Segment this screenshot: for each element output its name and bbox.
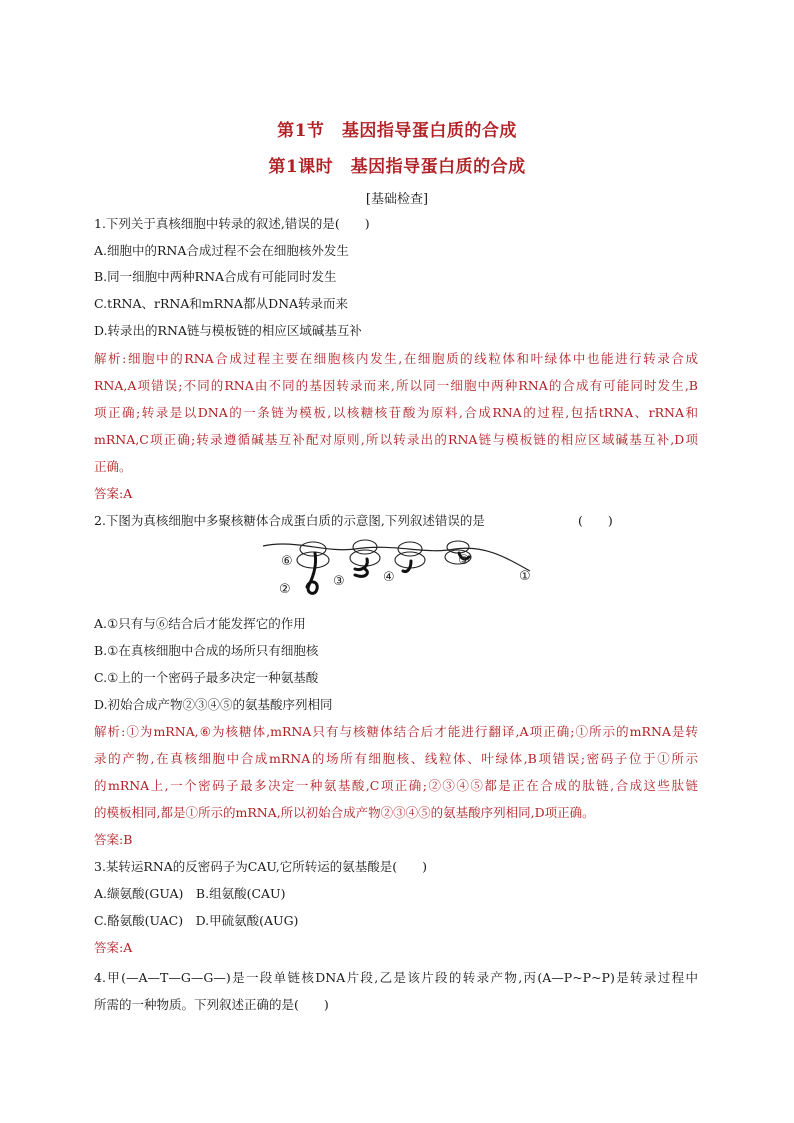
q4-stem-line: 所需的一种物质。下列叙述正确的是( ) — [94, 997, 329, 1012]
q2-analysis-line: 的mRNA上,一个密码子最多决定一种氨基酸,C项正确;②③④⑤都是正在合成的肽链,合成这些肽链 — [94, 778, 698, 793]
q2-option-c: C.①上的一个密码子最多决定一种氨基酸 — [94, 670, 319, 685]
q1-analysis-line: RNA,A项错误;不同的RNA由不同的基因转录而来,所以同一细胞中两种RNA的合成有可能同时发生,B — [94, 378, 698, 393]
figure-label-3: ③ — [333, 574, 345, 589]
figure-label-5: ⑤ — [458, 553, 470, 568]
q2-analysis-line: 的模板相同,都是①所示的mRNA,所以初始合成产物②③④⑤的氨基酸序列相同,D项正确。 — [94, 805, 595, 820]
q2-stem: 2.下图为真核细胞中多聚核糖体合成蛋白质的示意图,下列叙述错误的是 — [94, 513, 485, 528]
figure-label-6: ⑥ — [281, 554, 293, 569]
q1-answer: 答案:A — [94, 486, 133, 501]
q1-stem: 1.下列关于真核细胞中转录的叙述,错误的是( ) — [94, 216, 370, 231]
q2-answer-paren: ( ) — [578, 513, 613, 528]
q1-analysis-line: 解析:细胞中的RNA合成过程主要在细胞核内发生,在细胞质的线粒体和叶绿体中也能进行转录合成 — [94, 351, 698, 366]
q1-analysis-line: mRNA,C项正确;转录遵循碱基互补配对原则,所以转录出的RNA链与模板链的相应区域碱基互补,D项 — [94, 432, 698, 447]
q1-analysis-line: 项正确;转录是以DNA的一条链为模板,以核糖核苷酸为原料,合成RNA的过程,包括tRNA、rRNA和 — [94, 405, 698, 420]
figure-label-4: ④ — [383, 570, 395, 585]
q2-option-b: B.①在真核细胞中合成的场所只有细胞核 — [94, 643, 319, 658]
q2-answer: 答案:B — [94, 832, 133, 847]
q1-option-a: A.细胞中的RNA合成过程不会在细胞核外发生 — [94, 243, 349, 258]
q2-analysis-line: 解析:①为mRNA,⑥为核糖体,mRNA只有与核糖体结合后才能进行翻译,A项正确;①所示的mRNA是转 — [94, 724, 698, 739]
q3-options-row-1: A.缬氨酸(GUA) B.组氨酸(CAU) — [94, 886, 286, 901]
q1-option-d: D.转录出的RNA链与模板链的相应区域碱基互补 — [94, 323, 362, 338]
q1-option-c: C.tRNA、rRNA和mRNA都从DNA转录而来 — [94, 296, 349, 311]
q1-analysis-line: 正确。 — [94, 459, 132, 474]
polyribosome-figure — [255, 535, 545, 605]
lesson-title: 第1课时 基因指导蛋白质的合成 — [268, 157, 526, 177]
figure-label-1: ① — [519, 569, 531, 584]
q3-answer: 答案:A — [94, 940, 133, 955]
q2-option-d: D.初始合成产物②③④⑤的氨基酸序列相同 — [94, 697, 333, 712]
q2-option-a: A.①只有与⑥结合后才能发挥它的作用 — [94, 616, 306, 631]
section-title: 第1节 基因指导蛋白质的合成 — [277, 121, 517, 141]
q4-stem-line: 4.甲(—A—T—G—G—)是一段单链核DNA片段,乙是该片段的转录产物,丙(A—P~P~P)是转录过程中 — [94, 970, 698, 985]
figure-label-2: ② — [279, 582, 291, 597]
q1-option-b: B.同一细胞中两种RNA合成有可能同时发生 — [94, 269, 337, 284]
q2-analysis-line: 录的产物,在真核细胞中合成mRNA的场所有细胞核、线粒体、叶绿体,B项错误;密码子位于①所示 — [94, 751, 698, 766]
section-label: [基础检查] — [365, 192, 429, 207]
q3-stem: 3.某转运RNA的反密码子为CAU,它所转运的氨基酸是( ) — [94, 859, 428, 874]
q3-options-row-2: C.酪氨酸(UAC) D.甲硫氨酸(AUG) — [94, 913, 299, 928]
